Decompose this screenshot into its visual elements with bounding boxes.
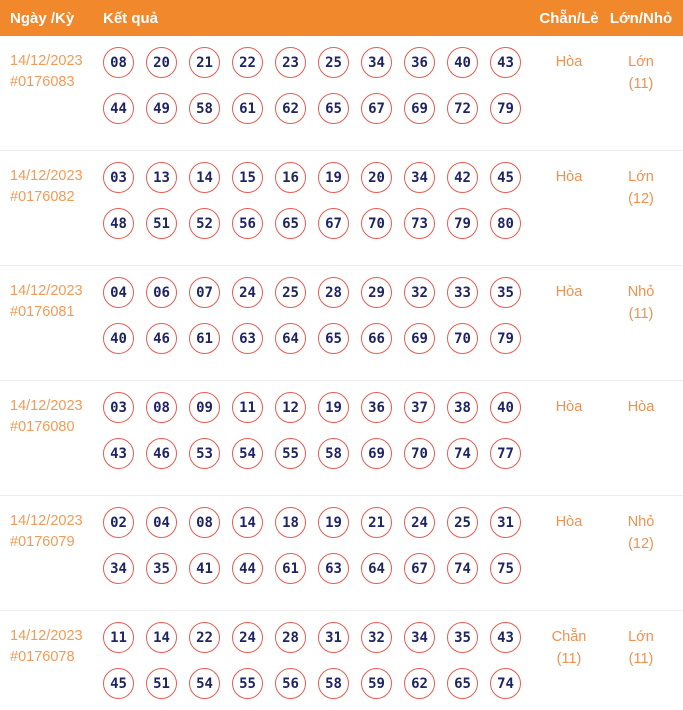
draw-numbers xyxy=(103,507,535,610)
draw-date: 14/12/2023 xyxy=(10,513,83,529)
number-ball: 49 xyxy=(146,93,177,124)
draw-numbers xyxy=(103,162,535,265)
draw-info xyxy=(0,507,103,610)
number-ball: 35 xyxy=(447,622,478,653)
number-ball: 74 xyxy=(490,668,521,699)
draw-period: #0176082 xyxy=(10,189,75,205)
result-row xyxy=(0,151,683,266)
parity-cell xyxy=(535,622,603,710)
number-ball: 79 xyxy=(490,93,521,124)
size-cell xyxy=(603,392,679,495)
number-ball: 46 xyxy=(146,323,177,354)
number-ball: 19 xyxy=(318,392,349,423)
number-ball: 16 xyxy=(275,162,306,193)
size-value: Nhỏ xyxy=(627,284,655,300)
number-ball: 65 xyxy=(447,668,478,699)
number-ball: 74 xyxy=(447,553,478,584)
number-ball: 38 xyxy=(447,392,478,423)
number-ball: 25 xyxy=(275,277,306,308)
parity-value: Chẵn xyxy=(551,629,587,645)
number-ball: 25 xyxy=(318,47,349,78)
ball-row-1 xyxy=(103,47,535,78)
number-ball: 61 xyxy=(275,553,306,584)
results-table-body xyxy=(0,36,683,710)
number-ball: 67 xyxy=(361,93,392,124)
draw-date: 14/12/2023 xyxy=(10,53,83,69)
ball-row-2 xyxy=(103,208,535,239)
number-ball: 35 xyxy=(146,553,177,584)
number-ball: 72 xyxy=(447,93,478,124)
number-ball: 08 xyxy=(103,47,134,78)
number-ball: 06 xyxy=(146,277,177,308)
draw-numbers xyxy=(103,277,535,380)
parity-cell xyxy=(535,47,603,150)
draw-numbers xyxy=(103,392,535,495)
number-ball: 15 xyxy=(232,162,263,193)
draw-period: #0176083 xyxy=(10,74,75,90)
number-ball: 73 xyxy=(404,208,435,239)
number-ball: 53 xyxy=(189,438,220,469)
number-ball: 14 xyxy=(232,507,263,538)
draw-period: #0176079 xyxy=(10,534,75,550)
number-ball: 51 xyxy=(146,668,177,699)
header-result-column: Kết quả xyxy=(103,9,159,27)
number-ball: 33 xyxy=(447,277,478,308)
number-ball: 34 xyxy=(361,47,392,78)
size-value: Lớn xyxy=(628,54,654,70)
size-cell xyxy=(603,162,679,265)
number-ball: 24 xyxy=(404,507,435,538)
parity-value: Hòa xyxy=(555,284,583,300)
number-ball: 69 xyxy=(404,93,435,124)
ball-row-2 xyxy=(103,438,535,469)
number-ball: 52 xyxy=(189,208,220,239)
ball-row-2 xyxy=(103,553,535,584)
number-ball: 42 xyxy=(447,162,478,193)
number-ball: 43 xyxy=(103,438,134,469)
size-value: Lớn xyxy=(628,629,654,645)
number-ball: 55 xyxy=(275,438,306,469)
number-ball: 56 xyxy=(232,208,263,239)
number-ball: 55 xyxy=(232,668,263,699)
draw-date: 14/12/2023 xyxy=(10,628,83,644)
number-ball: 75 xyxy=(490,553,521,584)
number-ball: 31 xyxy=(318,622,349,653)
number-ball: 08 xyxy=(146,392,177,423)
number-ball: 44 xyxy=(232,553,263,584)
number-ball: 62 xyxy=(275,93,306,124)
number-ball: 36 xyxy=(361,392,392,423)
number-ball: 03 xyxy=(103,392,134,423)
number-ball: 67 xyxy=(404,553,435,584)
number-ball: 54 xyxy=(189,668,220,699)
number-ball: 43 xyxy=(490,47,521,78)
header-parity-column: Chẵn/Lẻ xyxy=(539,9,599,27)
number-ball: 34 xyxy=(103,553,134,584)
parity-value: Hòa xyxy=(555,399,583,415)
draw-info xyxy=(0,162,103,265)
number-ball: 70 xyxy=(404,438,435,469)
number-ball: 14 xyxy=(189,162,220,193)
number-ball: 11 xyxy=(232,392,263,423)
number-ball: 14 xyxy=(146,622,177,653)
result-row xyxy=(0,611,683,710)
size-value: Hòa xyxy=(627,399,655,415)
number-ball: 24 xyxy=(232,277,263,308)
number-ball: 41 xyxy=(189,553,220,584)
number-ball: 67 xyxy=(318,208,349,239)
parity-cell xyxy=(535,507,603,610)
ball-row-2 xyxy=(103,93,535,124)
number-ball: 58 xyxy=(318,438,349,469)
ball-row-1 xyxy=(103,277,535,308)
number-ball: 63 xyxy=(232,323,263,354)
number-ball: 31 xyxy=(490,507,521,538)
parity-value: Hòa xyxy=(555,169,583,185)
size-count: (11) xyxy=(628,306,654,322)
number-ball: 45 xyxy=(490,162,521,193)
number-ball: 65 xyxy=(318,93,349,124)
number-ball: 20 xyxy=(146,47,177,78)
number-ball: 25 xyxy=(447,507,478,538)
number-ball: 29 xyxy=(361,277,392,308)
number-ball: 70 xyxy=(361,208,392,239)
draw-period: #0176080 xyxy=(10,419,75,435)
number-ball: 09 xyxy=(189,392,220,423)
ball-row-1 xyxy=(103,162,535,193)
number-ball: 40 xyxy=(447,47,478,78)
size-count: (11) xyxy=(628,76,654,92)
number-ball: 07 xyxy=(189,277,220,308)
parity-cell xyxy=(535,162,603,265)
size-value: Lớn xyxy=(628,169,654,185)
draw-info xyxy=(0,47,103,150)
draw-info xyxy=(0,622,103,710)
number-ball: 28 xyxy=(275,622,306,653)
number-ball: 40 xyxy=(490,392,521,423)
number-ball: 44 xyxy=(103,93,134,124)
number-ball: 58 xyxy=(318,668,349,699)
number-ball: 24 xyxy=(232,622,263,653)
number-ball: 61 xyxy=(232,93,263,124)
number-ball: 34 xyxy=(404,162,435,193)
ball-row-2 xyxy=(103,323,535,354)
number-ball: 03 xyxy=(103,162,134,193)
table-header xyxy=(0,0,683,36)
draw-period: #0176078 xyxy=(10,649,75,665)
number-ball: 04 xyxy=(103,277,134,308)
number-ball: 32 xyxy=(361,622,392,653)
result-row xyxy=(0,266,683,381)
number-ball: 20 xyxy=(361,162,392,193)
draw-date: 14/12/2023 xyxy=(10,168,83,184)
number-ball: 80 xyxy=(490,208,521,239)
number-ball: 40 xyxy=(103,323,134,354)
ball-row-1 xyxy=(103,392,535,423)
number-ball: 64 xyxy=(361,553,392,584)
parity-count: (11) xyxy=(556,651,582,667)
size-cell xyxy=(603,277,679,380)
size-cell xyxy=(603,622,679,710)
number-ball: 11 xyxy=(103,622,134,653)
ball-row-1 xyxy=(103,622,535,653)
result-row xyxy=(0,381,683,496)
size-count: (12) xyxy=(628,536,654,552)
parity-value: Hòa xyxy=(555,54,583,70)
number-ball: 65 xyxy=(318,323,349,354)
number-ball: 22 xyxy=(232,47,263,78)
size-cell xyxy=(603,47,679,150)
number-ball: 63 xyxy=(318,553,349,584)
number-ball: 69 xyxy=(361,438,392,469)
number-ball: 59 xyxy=(361,668,392,699)
size-cell xyxy=(603,507,679,610)
parity-cell xyxy=(535,392,603,495)
number-ball: 21 xyxy=(189,47,220,78)
draw-info xyxy=(0,277,103,380)
number-ball: 51 xyxy=(146,208,177,239)
header-date-column: Ngày /Kỳ xyxy=(10,9,75,27)
result-row xyxy=(0,496,683,611)
number-ball: 45 xyxy=(103,668,134,699)
number-ball: 64 xyxy=(275,323,306,354)
ball-row-1 xyxy=(103,507,535,538)
number-ball: 28 xyxy=(318,277,349,308)
number-ball: 56 xyxy=(275,668,306,699)
number-ball: 65 xyxy=(275,208,306,239)
draw-numbers xyxy=(103,622,535,710)
number-ball: 21 xyxy=(361,507,392,538)
result-row xyxy=(0,36,683,151)
draw-date: 14/12/2023 xyxy=(10,283,83,299)
number-ball: 79 xyxy=(447,208,478,239)
number-ball: 77 xyxy=(490,438,521,469)
number-ball: 18 xyxy=(275,507,306,538)
number-ball: 34 xyxy=(404,622,435,653)
number-ball: 02 xyxy=(103,507,134,538)
number-ball: 12 xyxy=(275,392,306,423)
number-ball: 13 xyxy=(146,162,177,193)
number-ball: 22 xyxy=(189,622,220,653)
size-value: Nhỏ xyxy=(627,514,655,530)
number-ball: 54 xyxy=(232,438,263,469)
number-ball: 19 xyxy=(318,162,349,193)
size-count: (11) xyxy=(628,651,654,667)
number-ball: 19 xyxy=(318,507,349,538)
number-ball: 08 xyxy=(189,507,220,538)
parity-value: Hòa xyxy=(555,514,583,530)
number-ball: 32 xyxy=(404,277,435,308)
number-ball: 74 xyxy=(447,438,478,469)
number-ball: 46 xyxy=(146,438,177,469)
number-ball: 23 xyxy=(275,47,306,78)
number-ball: 58 xyxy=(189,93,220,124)
header-size-column: Lớn/Nhỏ xyxy=(609,9,673,27)
number-ball: 35 xyxy=(490,277,521,308)
draw-info xyxy=(0,392,103,495)
number-ball: 61 xyxy=(189,323,220,354)
number-ball: 43 xyxy=(490,622,521,653)
number-ball: 48 xyxy=(103,208,134,239)
number-ball: 36 xyxy=(404,47,435,78)
number-ball: 79 xyxy=(490,323,521,354)
draw-numbers xyxy=(103,47,535,150)
parity-cell xyxy=(535,277,603,380)
size-count: (12) xyxy=(628,191,654,207)
ball-row-2 xyxy=(103,668,535,699)
number-ball: 37 xyxy=(404,392,435,423)
number-ball: 70 xyxy=(447,323,478,354)
number-ball: 69 xyxy=(404,323,435,354)
draw-date: 14/12/2023 xyxy=(10,398,83,414)
number-ball: 66 xyxy=(361,323,392,354)
draw-period: #0176081 xyxy=(10,304,75,320)
number-ball: 04 xyxy=(146,507,177,538)
number-ball: 62 xyxy=(404,668,435,699)
